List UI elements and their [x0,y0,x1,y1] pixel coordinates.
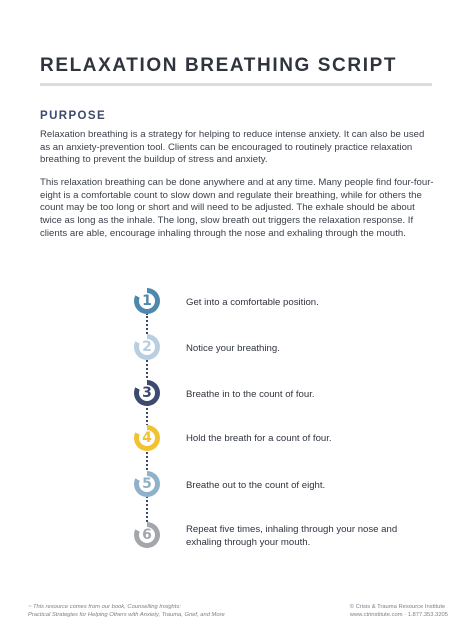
page-title: RELAXATION BREATHING SCRIPT [40,55,398,76]
step-1-number-circle: 1 [134,288,160,314]
footer-left-line-2: Practical Strategies for Helping Others with Anxiety, Trauma, Grief, and More [28,611,225,618]
footer-right-line-1: © Crisis & Trauma Resource Institute [349,604,446,610]
step-5-text: Breathe out to the count of eight. [186,480,326,491]
step-3-number-circle: 3 [134,380,160,406]
step-2-number-circle: 2 [134,334,160,360]
footer-source-note [28,604,225,619]
purpose-paragraph-2: This relaxation breathing can be done anywhere and at any time. Many people find four-four-eight is a comfortable count to slow down and regulate their breathing, while for others the count may be too long or short and will need to be adjusted. The exhale should be about twice as long as the inhale. The long, slow breath out triggers the relaxation response. If clients are able, encourage inhaling through the nose and exhaling through the mouth. [40,177,434,239]
step-5-number-circle: 5 [134,471,160,497]
footer-copyright [350,604,448,619]
step-6-text: Repeat five times, inhaling through your nose and exhaling through your mouth. [186,524,398,548]
step-2-text: Notice your breathing. [186,343,280,354]
footer-right-line-2: www.ctrinstitute.com · 1.877.353.3205 [349,611,448,618]
step-4-text: Hold the breath for a count of four. [186,433,332,444]
footer-left-line-1: ~ This resource comes from our book, Counselling Insights: [28,604,181,610]
step-6-number-circle: 6 [134,522,160,548]
step-3-text: Breathe in to the count of four. [186,389,315,400]
step-4-number-circle: 4 [134,425,160,451]
purpose-paragraph-1: Relaxation breathing is a strategy for helping to reduce intense anxiety. It can also be used as an anxiety-prevention tool. Clients can be encouraged to routinely practice relaxation breathing to prevent the buildup of stress and anxiety. [40,129,425,166]
section-heading: PURPOSE [40,110,107,122]
step-1-text: Get into a comfortable position. [186,297,319,308]
